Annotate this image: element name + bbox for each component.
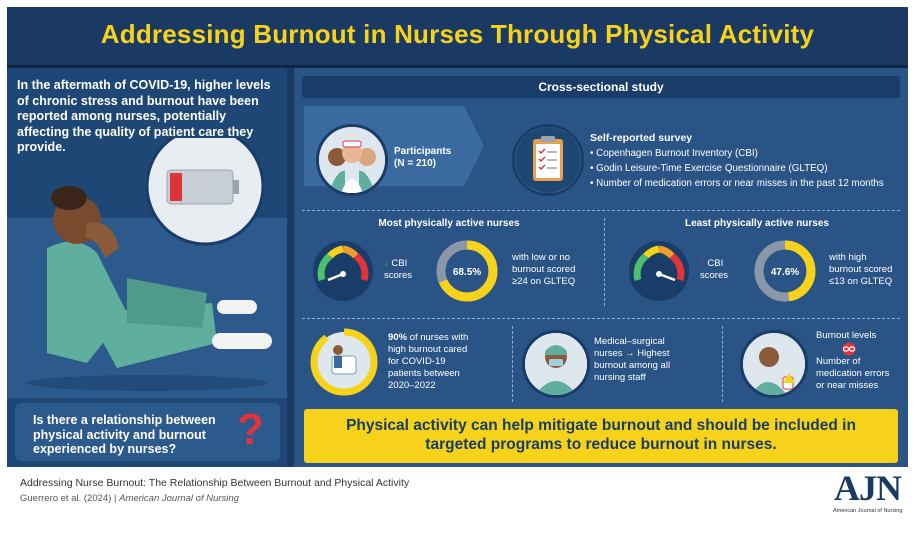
most-active-cbi: [384, 258, 412, 282]
low-battery-icon: [147, 138, 263, 244]
cbi-gauge-high-icon: [628, 240, 690, 302]
stat-line: or near misses: [816, 380, 879, 391]
citation-journal: American Journal of Nursing: [119, 493, 239, 504]
citation-authors: Guerrero et al. (2024): [20, 493, 112, 504]
desc-line: burnout scored: [512, 264, 576, 275]
desc-line: ≥24 on GLTEQ: [512, 276, 576, 287]
conclusion-line: Physical activity can help mitigate burnout and should be included in: [346, 417, 856, 434]
right-panel: [294, 68, 908, 467]
participants-title: Participants: [394, 146, 452, 157]
research-question-box: [15, 403, 280, 461]
medsurg-stat: [594, 336, 670, 384]
least-active-desc: [829, 252, 892, 288]
left-panel: [7, 68, 287, 467]
footer-title: Addressing Nurse Burnout: The Relationship Between Burnout and Physical Activity: [20, 477, 410, 489]
participants-label: [394, 146, 451, 170]
desc-line: with low or no: [512, 252, 571, 263]
arrow-up-icon: ↑: [700, 258, 705, 269]
question-mark-icon: ?: [237, 405, 264, 454]
ajn-logo: AJN: [834, 468, 901, 508]
study-type-banner: Cross-sectional study: [302, 76, 900, 98]
least-active-percent: 47.6%: [770, 267, 800, 278]
link-icon: [816, 342, 889, 356]
section-divider: [302, 210, 900, 211]
desc-line: burnout scored: [829, 264, 893, 275]
most-active-percent: 68.5%: [452, 267, 482, 278]
research-question: Is there a relationship between physical activity and burnout experienced by nurses?: [33, 413, 216, 456]
survey-item: • Godin Leisure-Time Exercise Questionnaire (GLTEQ): [590, 161, 884, 176]
survey-item: • Number of medication errors or near misses in the past 12 months: [590, 176, 884, 191]
survey-list: [590, 146, 884, 191]
most-active-desc: [512, 252, 575, 288]
least-active-donut: [754, 240, 816, 302]
stat-line: 2020–2022: [388, 380, 436, 391]
citation-separator: |: [114, 493, 117, 504]
desc-line: with high: [829, 252, 867, 263]
least-active-cbi: [700, 258, 728, 282]
cbi-label: CBI: [391, 258, 408, 269]
cbi-gauge-low-icon: [312, 240, 374, 302]
footer-citation: [20, 493, 239, 504]
clipboard-icon: [512, 124, 584, 196]
most-active-donut: [436, 240, 498, 302]
stat-line: for COVID-19: [388, 356, 446, 367]
infographic-frame: [7, 7, 908, 467]
conclusion-callout: [304, 409, 898, 463]
cbi-label: CBI: [707, 258, 724, 269]
burnout-scene-illustration: [7, 138, 287, 398]
least-active-title: Least physically active nurses: [685, 218, 829, 229]
covid-donut-icon: [310, 328, 378, 396]
stat-line: burnout among all: [594, 360, 671, 371]
column-divider: [722, 326, 723, 402]
conclusion-text: [304, 416, 898, 454]
stat-line: of nurses with: [407, 332, 469, 343]
stat-line: nursing staff: [594, 372, 646, 383]
column-divider: [512, 326, 513, 402]
medsurg-nurse-icon: [522, 330, 590, 398]
title-bar: [7, 7, 908, 68]
stat-line: patients between: [388, 368, 460, 379]
stat-line: high burnout cared: [388, 344, 468, 355]
stat-line: nurses → Highest: [594, 348, 670, 359]
nurses-group-icon: [316, 124, 388, 196]
cbi-scores-label: scores: [700, 270, 728, 281]
ajn-logo-subtitle: American Journal of Nursing: [833, 508, 903, 514]
covid-stat: [388, 332, 468, 392]
intro-text: In the aftermath of COVID-19, higher levels of chronic stress and burnout have been reported among nurses, potentially affecting the quality of patient care they provide.: [17, 78, 271, 154]
most-active-title: Most physically active nurses: [378, 218, 520, 229]
page-title: Addressing Burnout in Nurses Through Physical Activity: [100, 19, 815, 49]
tired-nurse-icon: [740, 330, 808, 398]
cbi-scores-label: scores: [384, 270, 412, 281]
covid-percent: 90%: [388, 332, 408, 343]
arrow-down-icon: ↓: [384, 258, 389, 269]
burnout-link-stat: [816, 330, 889, 392]
stat-line: Medical–surgical: [594, 336, 665, 347]
stat-line: Number of: [816, 356, 861, 367]
participants-count: (N = 210): [394, 158, 436, 169]
stat-line: medication errors: [816, 368, 890, 379]
conclusion-line: targeted programs to reduce burnout in nurses.: [425, 436, 777, 453]
survey-item: • Copenhagen Burnout Inventory (CBI): [590, 146, 884, 161]
survey-title: Self-reported survey: [590, 132, 693, 144]
desc-line: ≤13 on GLTEQ: [829, 276, 893, 287]
section-divider: [302, 318, 900, 319]
column-divider: [604, 218, 605, 306]
stat-line: Burnout levels: [816, 330, 877, 341]
